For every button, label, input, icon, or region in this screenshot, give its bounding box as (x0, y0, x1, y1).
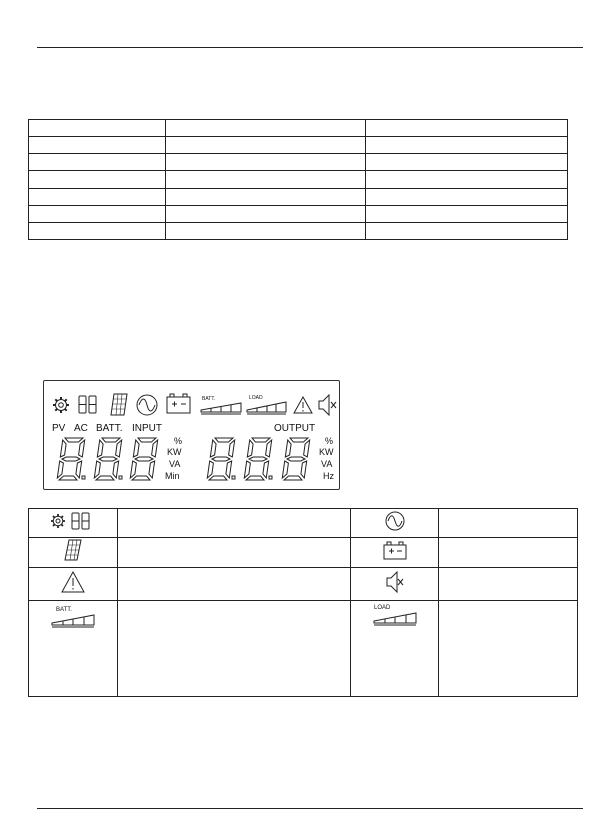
digit-segment (132, 476, 150, 480)
label-ac: AC (74, 423, 88, 434)
digit-segment (59, 476, 77, 480)
digit-segment (79, 440, 85, 457)
digit-segment (215, 438, 233, 442)
decimal-point (119, 476, 122, 479)
digit-segment (113, 461, 119, 478)
digit-segment (133, 440, 139, 457)
input-unit-min: Min (165, 471, 180, 481)
digit-segment (96, 476, 114, 480)
seven-segment-digit (57, 438, 85, 480)
warning-triangle-icon (60, 570, 86, 594)
battery-icon (167, 394, 190, 413)
spec-table (28, 119, 568, 240)
digit-segment (210, 440, 216, 457)
lcd-panel (43, 380, 340, 490)
decimal-point (232, 476, 235, 479)
label-output: OUTPUT (274, 423, 316, 434)
digit-segment (249, 457, 267, 461)
battery-icon (382, 540, 408, 560)
batt-bar-label: BATT. (202, 396, 216, 402)
digit-segment (138, 438, 156, 442)
seven-segment-digits (57, 438, 309, 480)
digit-segment (207, 461, 213, 478)
header-rule (37, 47, 583, 48)
digit-segment (65, 438, 83, 442)
output-unit-hz: Hz (323, 471, 334, 481)
footer-rule (37, 808, 583, 809)
seven-segment-digit (207, 438, 235, 480)
output-unit-percent: % (325, 436, 334, 446)
table-row (29, 137, 568, 154)
seven-segment-digit (282, 438, 309, 480)
digit-segment (76, 461, 82, 478)
digit-segment (301, 461, 307, 478)
digit-segment (57, 461, 63, 478)
digit-segment (209, 476, 227, 480)
decimal-point (269, 476, 272, 479)
digit-segment (99, 457, 117, 461)
output-unit-kw: KW (319, 447, 334, 457)
input-unit-kw: KW (167, 447, 182, 457)
speaker-mute-icon (385, 571, 405, 593)
decimal-point (82, 476, 85, 479)
table-row (29, 601, 578, 697)
table-row (29, 188, 568, 205)
digit-segment (244, 461, 250, 478)
sine-wave-icon (384, 510, 406, 532)
digit-segment (226, 461, 232, 478)
icon-legend-table (28, 508, 578, 697)
digit-segment (116, 440, 122, 457)
digit-segment (102, 438, 120, 442)
table-row (29, 509, 578, 538)
digit-segment (285, 440, 291, 457)
table-row (29, 222, 568, 239)
input-unit-va: VA (169, 459, 181, 469)
gear-digits-icon (48, 511, 98, 531)
digit-segment (94, 461, 100, 478)
digit-segment (149, 461, 155, 478)
table-row (29, 154, 568, 171)
table-row (29, 120, 568, 137)
seven-segment-digit (130, 438, 157, 480)
load-bar-label: LOAD (373, 605, 390, 611)
seven-segment-digit (244, 438, 272, 480)
digit-segment (62, 457, 80, 461)
speaker-mute-icon (319, 395, 336, 415)
digit-segment (246, 476, 264, 480)
digit-segment (130, 461, 136, 478)
table-row (29, 205, 568, 222)
label-input: INPUT (132, 423, 162, 434)
table-row (29, 538, 578, 568)
table-row (29, 171, 568, 188)
solar-panel-icon (64, 539, 82, 561)
digit-segment (60, 440, 66, 457)
battery-level-bar-icon (201, 403, 241, 414)
digit-segment (247, 440, 253, 457)
label-pv: PV (52, 423, 66, 434)
digit-segment (266, 440, 272, 457)
warning-triangle-icon (294, 397, 312, 413)
digit-segment (284, 476, 302, 480)
digit-segment (97, 440, 103, 457)
load-level-bar-icon (370, 603, 420, 627)
digit-segment (135, 457, 153, 461)
digit-segment (287, 457, 305, 461)
table-row (29, 568, 578, 601)
output-unit-va: VA (321, 459, 333, 469)
battery-level-bar-icon (48, 605, 98, 629)
digit-segment (263, 461, 269, 478)
gear-icon (53, 397, 69, 413)
digit-segment (212, 457, 230, 461)
digit-segment (152, 440, 158, 457)
load-level-bar-icon (247, 402, 286, 414)
two-digit-icon (79, 396, 96, 413)
input-unit-percent: % (174, 436, 183, 446)
label-batt: BATT. (96, 423, 123, 434)
lcd-graphic (44, 381, 341, 491)
digit-segment (229, 440, 235, 457)
sine-wave-icon (137, 395, 157, 415)
digit-segment (304, 440, 310, 457)
batt-bar-label: BATT. (56, 607, 72, 613)
digit-segment (290, 438, 308, 442)
seven-segment-digit (94, 438, 122, 480)
load-bar-label: LOAD (249, 395, 263, 401)
digit-segment (252, 438, 270, 442)
digit-segment (282, 461, 288, 478)
solar-panel-icon (111, 394, 127, 415)
